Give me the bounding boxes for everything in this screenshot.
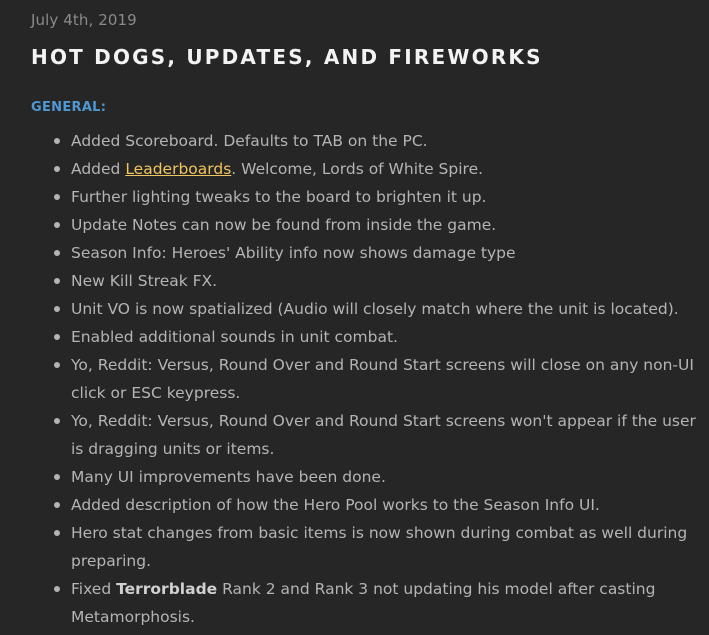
bullet-icon	[54, 418, 60, 424]
list-item	[71, 519, 701, 575]
patch-notes-list	[71, 127, 701, 631]
bullet-icon	[54, 194, 60, 200]
post-title: HOT DOGS, UPDATES, AND FIREWORKS	[31, 45, 543, 69]
bullet-icon	[54, 586, 60, 592]
list-item	[71, 239, 701, 267]
note-text: Update Notes can now be found from inside the game.	[71, 216, 497, 234]
list-item	[71, 491, 701, 519]
list-item	[71, 155, 701, 183]
note-text: Hero stat changes from basic items is now shown during combat as well during preparing.	[71, 524, 688, 570]
list-item	[71, 351, 701, 407]
bullet-icon	[54, 502, 60, 508]
bullet-icon	[54, 166, 60, 172]
list-item	[71, 407, 701, 463]
list-item	[71, 323, 701, 351]
note-text: Further lighting tweaks to the board to brighten it up.	[71, 188, 487, 206]
hero-name: Terrorblade	[116, 580, 218, 598]
note-text: Added	[71, 160, 126, 178]
list-item	[71, 295, 701, 323]
note-text: . Welcome, Lords of White Spire.	[231, 160, 484, 178]
bullet-icon	[54, 362, 60, 368]
list-item	[71, 463, 701, 491]
note-text: Unit VO is now spatialized (Audio will closely match where the unit is located).	[71, 300, 679, 318]
bullet-icon	[54, 334, 60, 340]
note-text: Season Info: Heroes' Ability info now shows damage type	[71, 244, 516, 262]
bullet-icon	[54, 222, 60, 228]
note-text: Rank 2 and Rank 3 not updating his model after casting Metamorphosis.	[71, 580, 656, 626]
bullet-icon	[54, 138, 60, 144]
bullet-icon	[54, 306, 60, 312]
list-item	[71, 127, 701, 155]
note-text: Yo, Reddit: Versus, Round Over and Round Start screens will close on any non-UI click or ESC keypress.	[71, 356, 694, 402]
note-text: Many UI improvements have been done.	[71, 468, 386, 486]
list-item	[71, 183, 701, 211]
section-label-general: GENERAL:	[31, 100, 107, 115]
post-date: July 4th, 2019	[31, 11, 137, 29]
bullet-icon	[54, 474, 60, 480]
note-text: New Kill Streak FX.	[71, 272, 218, 290]
bullet-icon	[54, 530, 60, 536]
list-item	[71, 211, 701, 239]
note-text: Fixed	[71, 580, 117, 598]
note-text: Enabled additional sounds in unit combat.	[71, 328, 398, 346]
note-text: Added Scoreboard. Defaults to TAB on the PC.	[71, 132, 428, 150]
list-item	[71, 575, 701, 631]
list-item	[71, 267, 701, 295]
bullet-icon	[54, 278, 60, 284]
leaderboards-link[interactable]: Leaderboards	[125, 160, 232, 178]
note-text: Added description of how the Hero Pool works to the Season Info UI.	[71, 496, 600, 514]
bullet-icon	[54, 250, 60, 256]
note-text: Yo, Reddit: Versus, Round Over and Round Start screens won't appear if the user is dragging units or items.	[71, 412, 696, 458]
